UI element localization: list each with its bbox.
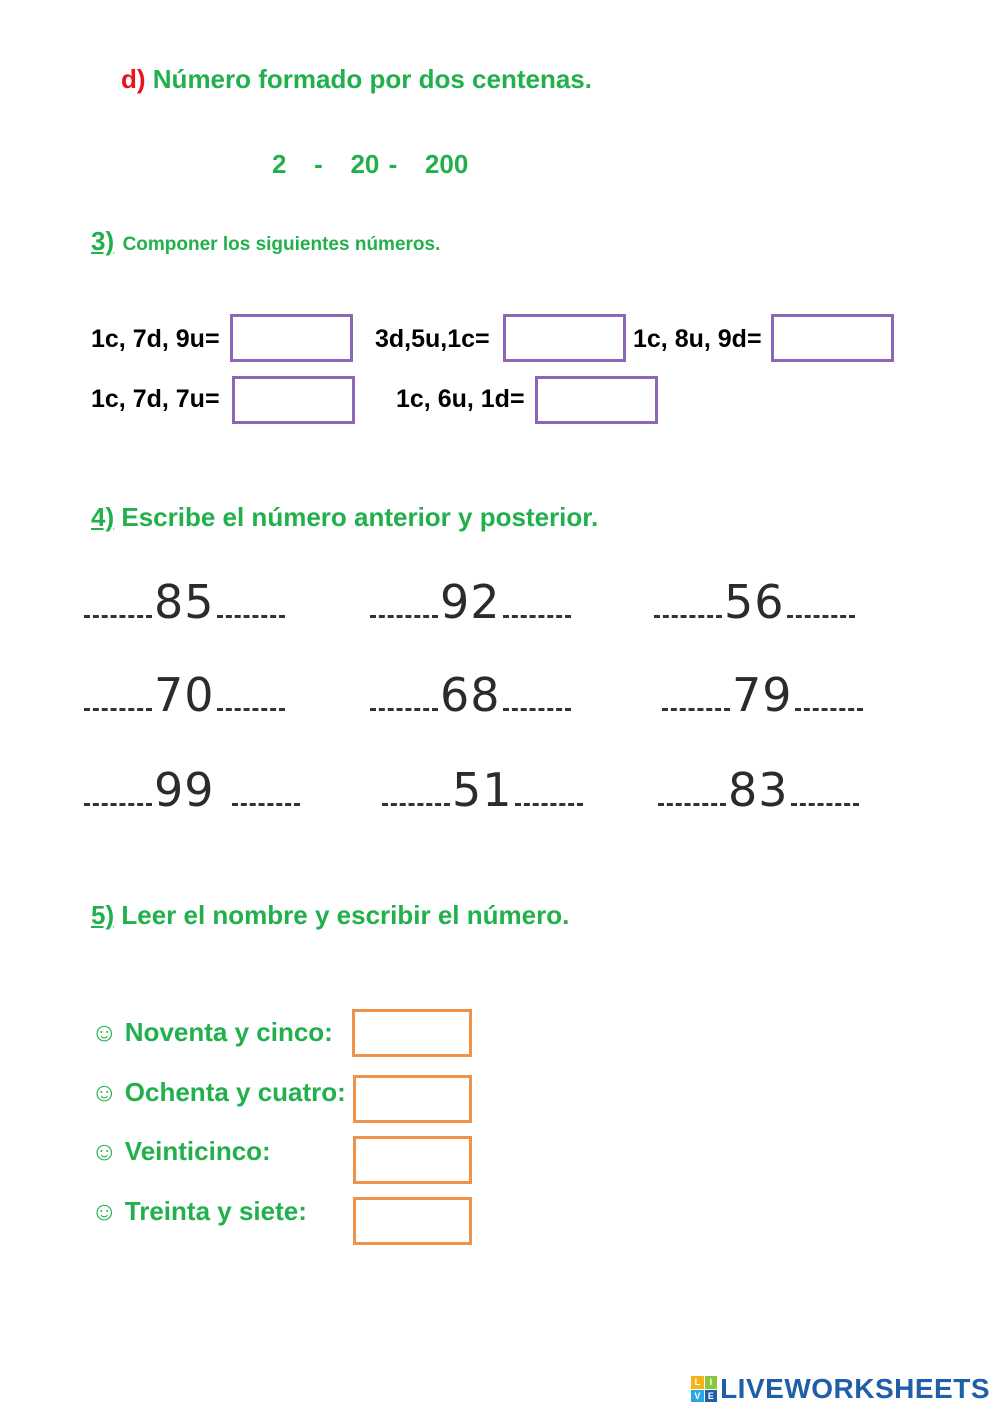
after-blank[interactable]: [515, 803, 583, 806]
sequence-number: 99: [154, 763, 215, 817]
compose-answer-box-2[interactable]: [503, 314, 626, 362]
sequence-item: [368, 668, 573, 722]
number-answer-box-4[interactable]: [353, 1197, 472, 1245]
sequence-item: [660, 668, 865, 722]
after-blank[interactable]: [232, 803, 300, 806]
sequence-item: [82, 668, 287, 722]
number-answer-box-1[interactable]: [352, 1009, 472, 1057]
compose-answer-box-4[interactable]: [232, 376, 355, 424]
number-word-label: Treinta y siete:: [124, 1196, 307, 1226]
sequence-item: [82, 763, 302, 817]
before-blank[interactable]: [382, 803, 450, 806]
compose-answer-box-1[interactable]: [230, 314, 353, 362]
after-blank[interactable]: [217, 708, 285, 711]
sequence-number: 85: [154, 575, 215, 629]
sequence-item: [82, 575, 287, 629]
section-d-letter: d): [121, 64, 146, 94]
logo-mark-icon: [691, 1376, 717, 1402]
logo-text: LIVEWORKSHEETS: [720, 1373, 990, 1404]
section-d-title: Número formado por dos centenas.: [152, 64, 592, 94]
sequence-number: 92: [440, 575, 501, 629]
sequence-item: [652, 575, 857, 629]
before-blank[interactable]: [662, 708, 730, 711]
after-blank[interactable]: [503, 708, 571, 711]
smiley-icon: ☺: [91, 1136, 118, 1166]
section-3-number: 3): [91, 226, 115, 256]
number-word-row: [91, 1136, 271, 1167]
smiley-icon: ☺: [91, 1017, 118, 1047]
number-word-row: [91, 1017, 333, 1048]
section-3-title: Componer los siguientes números.: [122, 234, 441, 255]
section-d-options: 2 - 20 - 200: [272, 149, 469, 179]
compose-label-2: 3d,5u,1c=: [375, 325, 490, 353]
section-5-number: 5): [91, 900, 115, 930]
before-blank[interactable]: [658, 803, 726, 806]
number-word-row: [91, 1077, 346, 1108]
number-word-row: [91, 1196, 307, 1227]
after-blank[interactable]: [791, 803, 859, 806]
sequence-item: [380, 763, 585, 817]
logo-mark-cell: V: [691, 1390, 704, 1403]
before-blank[interactable]: [370, 708, 438, 711]
section-5-heading: [91, 900, 569, 931]
logo-mark-cell: L: [691, 1376, 704, 1389]
sequence-number: 83: [728, 763, 789, 817]
sequence-number: 51: [452, 763, 513, 817]
after-blank[interactable]: [787, 615, 855, 618]
smiley-icon: ☺: [91, 1196, 118, 1226]
before-blank[interactable]: [654, 615, 722, 618]
number-word-label: Noventa y cinco:: [124, 1017, 333, 1047]
section-d-heading: [121, 64, 592, 95]
compose-label-5: 1c, 6u, 1d=: [396, 385, 525, 413]
section-3-heading: [91, 226, 440, 257]
sequence-number: 68: [440, 668, 501, 722]
number-answer-box-2[interactable]: [353, 1075, 472, 1123]
section-4-heading: [91, 502, 598, 533]
smiley-icon: ☺: [91, 1077, 118, 1107]
section-4-title: Escribe el número anterior y posterior.: [121, 502, 599, 532]
before-blank[interactable]: [84, 803, 152, 806]
logo-mark-cell: E: [705, 1390, 718, 1403]
number-word-label: Veinticinco:: [124, 1136, 271, 1166]
number-word-label: Ochenta y cuatro:: [124, 1077, 346, 1107]
liveworksheets-logo: [691, 1373, 990, 1405]
compose-label-4: 1c, 7d, 7u=: [91, 385, 220, 413]
section-5-title: Leer el nombre y escribir el número.: [121, 900, 570, 930]
logo-mark-cell: I: [705, 1376, 718, 1389]
sequence-item: [656, 763, 861, 817]
after-blank[interactable]: [795, 708, 863, 711]
after-blank[interactable]: [503, 615, 571, 618]
compose-answer-box-3[interactable]: [771, 314, 894, 362]
before-blank[interactable]: [84, 615, 152, 618]
compose-label-3: 1c, 8u, 9d=: [633, 325, 762, 353]
sequence-number: 79: [732, 668, 793, 722]
sequence-item: [368, 575, 573, 629]
sequence-number: 70: [154, 668, 215, 722]
compose-answer-box-5[interactable]: [535, 376, 658, 424]
number-answer-box-3[interactable]: [353, 1136, 472, 1184]
after-blank[interactable]: [217, 615, 285, 618]
sequence-number: 56: [724, 575, 785, 629]
compose-label-1: 1c, 7d, 9u=: [91, 325, 220, 353]
before-blank[interactable]: [370, 615, 438, 618]
before-blank[interactable]: [84, 708, 152, 711]
section-4-number: 4): [91, 502, 115, 532]
